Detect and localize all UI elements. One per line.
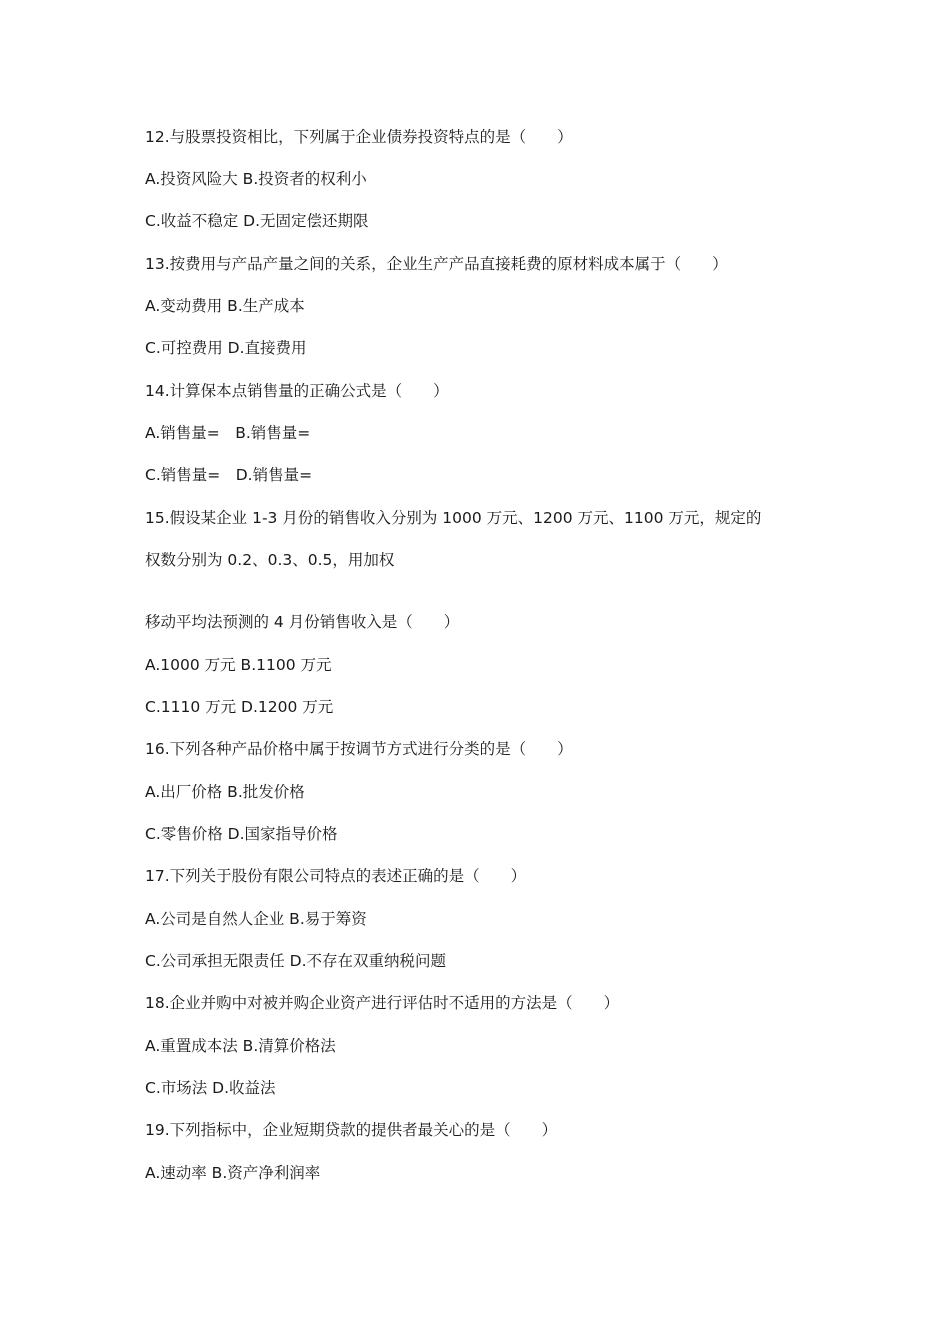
question-12-options-ab: A.投资风险大 B.投资者的权利小 [145,170,367,188]
question-12-options-cd: C.收益不稳定 D.无固定偿还期限 [145,212,369,230]
question-14: 14.计算保本点销售量的正确公式是（ ） [145,382,449,400]
question-15: 15.假设某企业 1-3 月份的销售收入分别为 1000 万元、1200 万元、1100 万元，规定的 [145,509,762,527]
question-13: 13.按费用与产品产量之间的关系，企业生产产品直接耗费的原材料成本属于（ ） [145,255,728,273]
question-16-options-ab: A.出厂价格 B.批发价格 [145,783,305,801]
question-16-options-cd: C.零售价格 D.国家指导价格 [145,825,338,843]
question-15-continued: 权数分别为 0.2、0.3、0.5，用加权 [145,551,395,569]
question-19: 19.下列指标中，企业短期贷款的提供者最关心的是（ ） [145,1121,558,1139]
question-18-options-ab: A.重置成本法 B.清算价格法 [145,1037,336,1055]
question-14-options-cd: C.销售量= D.销售量= [145,466,313,484]
question-17: 17.下列关于股份有限公司特点的表述正确的是（ ） [145,867,527,885]
question-13-options-cd: C.可控费用 D.直接费用 [145,339,307,357]
question-15-options-ab: A.1000 万元 B.1100 万元 [145,656,332,674]
question-19-options-ab: A.速动率 B.资产净利润率 [145,1164,321,1182]
question-14-options-ab: A.销售量= B.销售量= [145,424,311,442]
question-13-options-ab: A.变动费用 B.生产成本 [145,297,305,315]
question-18: 18.企业并购中对被并购企业资产进行评估时不适用的方法是（ ） [145,994,620,1012]
question-12: 12.与股票投资相比，下列属于企业债券投资特点的是（ ） [145,128,573,146]
question-18-options-cd: C.市场法 D.收益法 [145,1079,276,1097]
question-17-options-ab: A.公司是自然人企业 B.易于筹资 [145,910,367,928]
question-17-options-cd: C.公司承担无限责任 D.不存在双重纳税问题 [145,952,447,970]
question-16: 16.下列各种产品价格中属于按调节方式进行分类的是（ ） [145,740,573,758]
question-15-continued-2: 移动平均法预测的 4 月份销售收入是（ ） [145,613,460,631]
question-15-options-cd: C.1110 万元 D.1200 万元 [145,698,334,716]
